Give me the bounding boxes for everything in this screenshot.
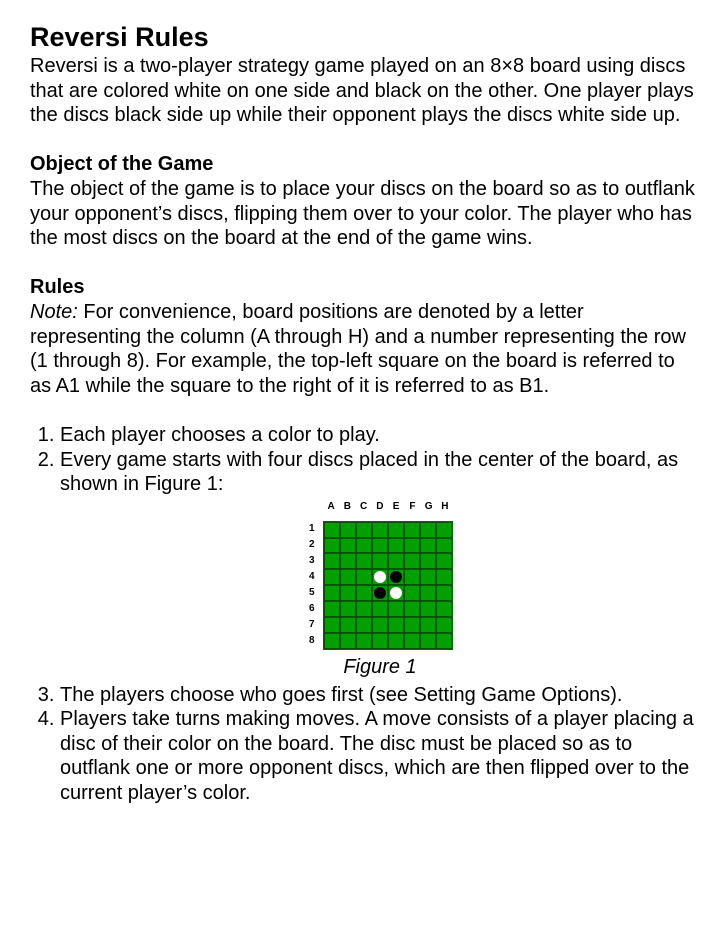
board-cell-H8: [436, 633, 452, 649]
board-cell-A4: [324, 569, 340, 585]
rules-heading: Rules: [30, 276, 85, 299]
board-cell-D8: [372, 633, 388, 649]
rule-item: 1. Each player chooses a color to play.: [60, 423, 700, 448]
board-cell-A5: [324, 585, 340, 601]
board-cell-B5: [340, 585, 356, 601]
column-label: F: [409, 500, 416, 512]
rule-item: 4. Players take turns making moves. A move consists of a player placing a disc of their color on the board. The disc must be placed so as to outflank one or more opponent discs, which are then flipped over to the current player’s color.: [60, 707, 700, 805]
board-cell-A7: [324, 617, 340, 633]
rule-text: Every game starts with four discs placed in the center of the board, as shown in Figure 1:: [60, 448, 679, 496]
board-cell-H2: [436, 538, 452, 554]
board-cell-E5: [388, 585, 404, 601]
board-cell-B4: [340, 569, 356, 585]
white-disc: [390, 587, 402, 599]
intro-paragraph: Reversi is a two-player strategy game played on an 8×8 board using discs that are colored white on one side and black on the other. One player plays the discs black side up while their opponent plays the discs white side up.: [30, 55, 694, 127]
reversi-board: [323, 521, 453, 650]
board-cell-C5: [356, 585, 372, 601]
board-cell-F6: [404, 601, 420, 617]
board-cell-D6: [372, 601, 388, 617]
board-cell-C6: [356, 601, 372, 617]
board-cell-G7: [420, 617, 436, 633]
column-label: G: [424, 500, 433, 512]
column-label: C: [360, 500, 368, 512]
board-cell-F8: [404, 633, 420, 649]
board-cell-C7: [356, 617, 372, 633]
row-label: 1: [309, 522, 315, 534]
row-labels: [309, 521, 315, 650]
board-cell-H7: [436, 617, 452, 633]
board-cell-H3: [436, 553, 452, 569]
column-label: B: [343, 500, 351, 512]
column-labels: [323, 501, 453, 513]
row-label: 7: [309, 619, 315, 631]
row-label: 3: [309, 554, 315, 566]
board-cell-A2: [324, 538, 340, 554]
rule-item: [60, 448, 700, 679]
board-cell-E8: [388, 633, 404, 649]
board-cell-H1: [436, 522, 452, 538]
figure-caption: Figure 1: [343, 655, 417, 678]
black-disc: [374, 587, 386, 599]
board-cell-G2: [420, 538, 436, 554]
rules-list: [30, 423, 700, 806]
board-cell-G1: [420, 522, 436, 538]
board-cell-B8: [340, 633, 356, 649]
row-label: 8: [309, 635, 315, 647]
board-cell-A8: [324, 633, 340, 649]
column-label: E: [392, 500, 400, 512]
note-text: For convenience, board positions are denoted by a letter representing the column (A through H) and a number representing the row (1 through 8). For example, the top-left square on the board is referred to as A1 while the square to the right of it is referred to as B1.: [30, 300, 686, 397]
board-cell-C1: [356, 522, 372, 538]
board-cell-B6: [340, 601, 356, 617]
board-cell-C3: [356, 553, 372, 569]
row-label: 2: [309, 538, 315, 550]
column-label: A: [327, 500, 335, 512]
board-cell-F2: [404, 538, 420, 554]
note-label: Note:: [30, 300, 78, 323]
row-label: 6: [309, 603, 315, 615]
board-cell-H6: [436, 601, 452, 617]
rules-document: [30, 20, 700, 806]
board-cell-A1: [324, 522, 340, 538]
board-cell-B3: [340, 553, 356, 569]
board-cell-D2: [372, 538, 388, 554]
object-paragraph: The object of the game is to place your discs on the board so as to outflank your opponent’s discs, flipping them over to your color. The player who has the most discs on the board at the end of the game wins.: [30, 177, 695, 250]
board-cell-E2: [388, 538, 404, 554]
black-disc: [390, 571, 402, 583]
board-cell-B1: [340, 522, 356, 538]
column-label: D: [376, 500, 384, 512]
board-cell-E6: [388, 601, 404, 617]
board-cell-A6: [324, 601, 340, 617]
board-cell-B2: [340, 538, 356, 554]
board-cell-D1: [372, 522, 388, 538]
white-disc: [374, 571, 386, 583]
board-cell-F3: [404, 553, 420, 569]
board-cell-E7: [388, 617, 404, 633]
board-cell-D3: [372, 553, 388, 569]
board-cell-E4: [388, 569, 404, 585]
board-cell-F1: [404, 522, 420, 538]
board-cell-B7: [340, 617, 356, 633]
board-cell-G6: [420, 601, 436, 617]
note-paragraph: [30, 300, 700, 398]
row-label: 4: [309, 570, 315, 582]
board-cell-G3: [420, 553, 436, 569]
board-cell-D5: [372, 585, 388, 601]
column-label: H: [441, 500, 449, 512]
board-cell-C8: [356, 633, 372, 649]
board-cell-E1: [388, 522, 404, 538]
board-cell-H5: [436, 585, 452, 601]
board-cell-D4: [372, 569, 388, 585]
board-cell-C2: [356, 538, 372, 554]
board-cell-D7: [372, 617, 388, 633]
board-cell-F7: [404, 617, 420, 633]
board-cell-G4: [420, 569, 436, 585]
object-heading: Object of the Game: [30, 153, 214, 176]
board-cell-F4: [404, 569, 420, 585]
board-cell-F5: [404, 585, 420, 601]
board-cell-H4: [436, 569, 452, 585]
page-title: Reversi Rules: [30, 22, 209, 52]
board-cell-C4: [356, 569, 372, 585]
row-label: 5: [309, 587, 315, 599]
rule-item: 3. The players choose who goes first (see Setting Game Options).: [60, 683, 700, 708]
board-cell-G8: [420, 633, 436, 649]
figure-1: [30, 501, 720, 679]
board-cell-E3: [388, 553, 404, 569]
board-cell-A3: [324, 553, 340, 569]
board-cell-G5: [420, 585, 436, 601]
